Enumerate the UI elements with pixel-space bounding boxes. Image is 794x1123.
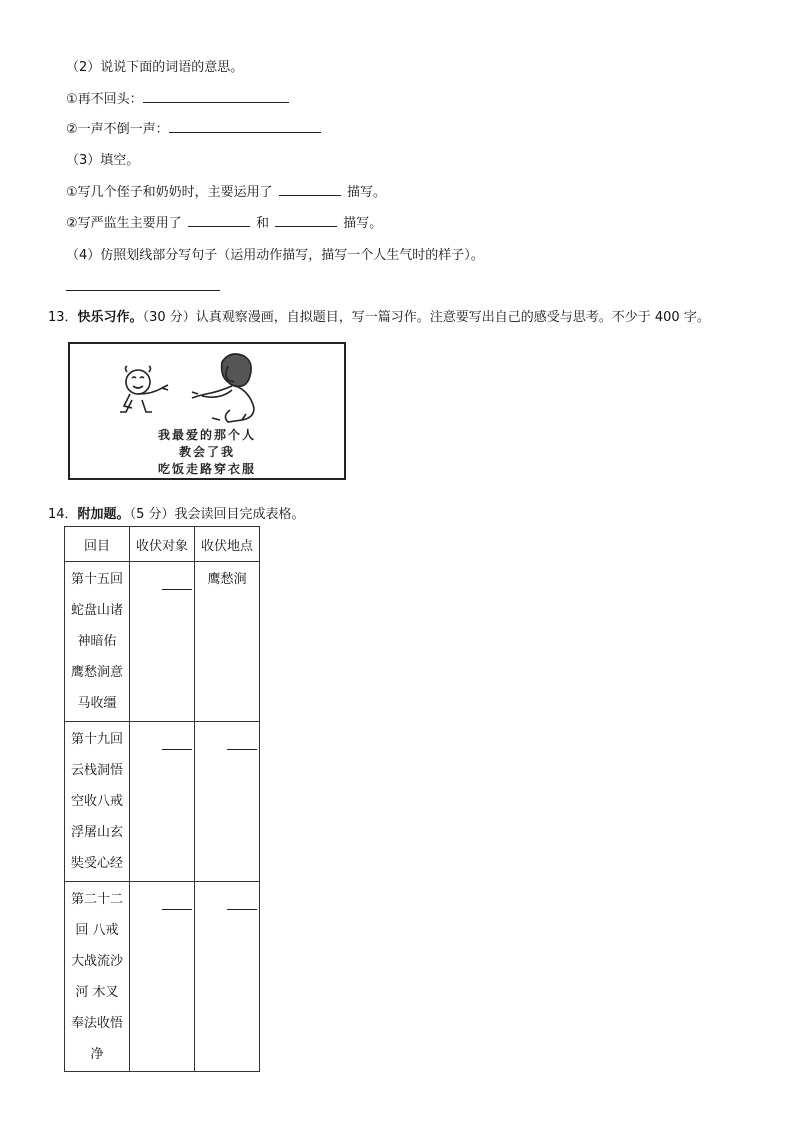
place-cell[interactable] (195, 722, 260, 882)
q12-part3-prompt: （3）填空。 (66, 153, 140, 168)
chapter-cell (65, 562, 130, 722)
answer-blank[interactable] (162, 588, 192, 590)
chapter-table (64, 526, 260, 1072)
answer-line[interactable] (66, 278, 220, 291)
answer-blank[interactable] (169, 120, 321, 133)
q12-part3-item2 (66, 212, 382, 231)
q12-part3-item2-text-c: 描写。 (343, 216, 383, 231)
q12-part4-prompt: （4）仿照划线部分写句子（运用动作描写，描写一个人生气时的样子）。 (66, 248, 484, 263)
q13-text: （30 分）认真观察漫画，自拟题目，写一篇习作。注意要写出自己的感受与思考。不少于 400 字。 (142, 310, 710, 325)
chapter-line: 神暗佑 (77, 634, 117, 649)
q12-part2-item2 (66, 118, 321, 137)
chapter-line: 第十五回 (70, 572, 123, 587)
cartoon-caption-line2: 教会了我 (178, 445, 235, 459)
q12-part2-item2-label: ②一声不倒一声： (66, 122, 169, 137)
cartoon-illustration (68, 342, 346, 480)
chapter-cell (65, 882, 130, 1072)
table-row (65, 882, 260, 1072)
target-cell[interactable] (130, 722, 195, 882)
answer-blank[interactable] (279, 183, 341, 196)
target-cell[interactable] (130, 882, 195, 1072)
q12-part3-item1 (66, 181, 386, 200)
cartoon-caption-line1: 我最爱的那个人 (157, 428, 256, 442)
place-cell (195, 562, 260, 722)
answer-blank[interactable] (143, 90, 289, 103)
header-target: 收伏对象 (130, 527, 195, 562)
header-chapter: 回目 (65, 527, 130, 562)
place-text: 鹰愁涧 (207, 572, 247, 587)
q12-part2-item1 (66, 88, 289, 107)
q12-part3-item2-text-a: ②写严监生主要用了 (66, 216, 182, 231)
answer-blank[interactable] (188, 214, 250, 227)
answer-blank[interactable] (227, 748, 257, 750)
chapter-line: 奉法收悟 (70, 1016, 123, 1031)
q14-text: （5 分）我会读回目完成表格。 (129, 507, 305, 522)
chapter-line: 浮屠山玄 (70, 825, 123, 840)
chapter-line: 空收八戒 (70, 794, 123, 809)
q14-heading (48, 503, 304, 522)
table-header-row (65, 527, 260, 562)
q14-number: 14． (48, 507, 78, 522)
chapter-line: 蛇盘山诸 (70, 603, 123, 618)
cartoon-caption-line3: 吃饭走路穿衣服 (157, 462, 256, 476)
chapter-cell (65, 722, 130, 882)
chapter-line: 第十九回 (70, 732, 123, 747)
chapter-line: 净 (90, 1047, 104, 1062)
table-row (65, 562, 260, 722)
child-figure (120, 366, 168, 412)
q12-part3-item2-text-b: 和 (255, 216, 269, 231)
answer-blank[interactable] (275, 214, 337, 227)
place-cell[interactable] (195, 882, 260, 1072)
table-row (65, 722, 260, 882)
answer-blank[interactable] (162, 748, 192, 750)
chapter-line: 河 木叉 (75, 985, 119, 1000)
q12-part2-prompt: （2）说说下面的词语的意思。 (66, 60, 244, 75)
q13-title: 快乐习作。 (77, 310, 143, 325)
cartoon-drawing (70, 344, 344, 424)
chapter-line: 奘受心经 (70, 856, 123, 871)
mother-figure (192, 354, 254, 422)
chapter-line: 第二十二 (70, 892, 123, 907)
q12-part2-item1-label: ①再不回头： (66, 92, 143, 107)
target-cell[interactable] (130, 562, 195, 722)
q14-title: 附加题。 (77, 507, 130, 522)
chapter-line: 马收缰 (77, 696, 117, 711)
chapter-line: 鹰愁涧意 (70, 665, 123, 680)
chapter-line: 回 八戒 (75, 923, 119, 938)
q13-heading (48, 306, 710, 325)
chapter-line: 大战流沙 (70, 954, 123, 969)
q12-part3-item1-text-a: ①写几个侄子和奶奶时，主要运用了 (66, 185, 273, 200)
header-place: 收伏地点 (195, 527, 260, 562)
q12-part3-item1-text-b: 描写。 (346, 185, 386, 200)
answer-blank[interactable] (162, 908, 192, 910)
answer-blank[interactable] (227, 908, 257, 910)
q13-number: 13． (48, 310, 78, 325)
chapter-line: 云栈洞悟 (70, 763, 123, 778)
